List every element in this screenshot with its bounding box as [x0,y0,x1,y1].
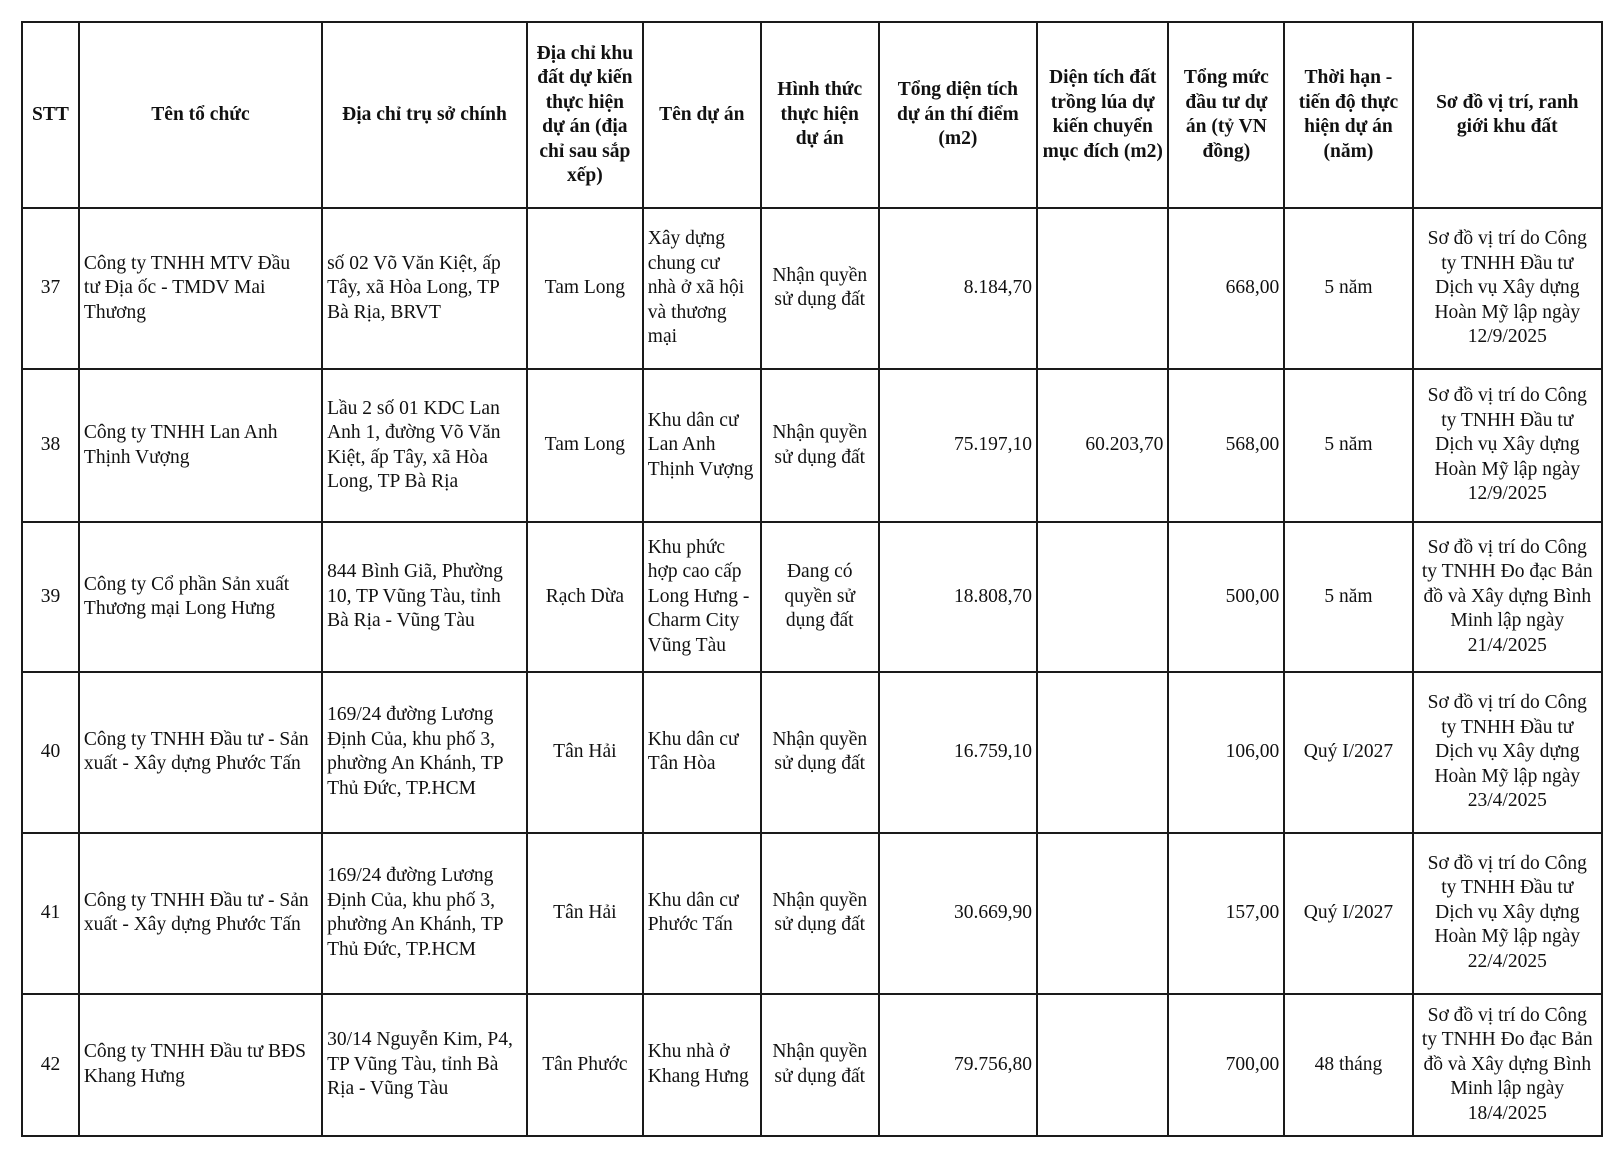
text-line: Khu dân cư [647,409,739,431]
cell-total-area: 18.808,70 [879,522,1037,672]
cell-implementation-form [761,208,879,369]
text-line: 12/9/2025 [1467,483,1547,505]
cell-duration: 48 tháng [1284,994,1412,1136]
text-line: Long, TP Bà Rịa [327,471,459,493]
text-line: mục đích (m2) [1042,140,1163,162]
text-line: Tam Long [544,277,626,299]
text-line: ty TNHH Đo đạc Bản [1421,561,1593,583]
text-line: Tân Hải [553,901,617,923]
cell-total-investment: 668,00 [1168,208,1284,369]
text-line: xếp) [566,165,603,186]
text-line: 30/14 Nguyễn Kim, P4, [327,1029,513,1051]
text-line: thực hiện [780,103,859,125]
cell-land-location [527,369,643,523]
text-line: Bà Rịa - Vũng Tàu [327,610,475,632]
text-line: dự án [795,128,844,150]
text-line: Phước Tấn [647,914,733,936]
cell-duration: Quý I/2027 [1284,672,1412,833]
text-line: Thời hạn - [1304,67,1393,88]
text-line: Lan Anh [647,434,716,456]
cell-stt: 37 [22,208,79,369]
text-line: sử dụng đất [774,289,866,311]
text-line: Sơ đồ vị trí do Công [1427,228,1587,250]
text-line: Nhận quyền [772,422,868,444]
text-line: xuất - Xây dựng Phước Tấn [83,753,301,775]
cell-land-location [527,522,643,672]
text-line: đồ và Xây dựng Bình [1423,585,1592,607]
header-head-office [322,22,527,208]
cell-duration: 5 năm [1284,208,1412,369]
text-line: Hoàn Mỹ lập ngày [1434,926,1581,948]
text-line: Nhận quyền [772,889,868,911]
table-row [22,369,1602,523]
header-project-name [643,22,761,208]
text-line: Rịa - Vũng Tàu [327,1078,449,1100]
text-line: Tây, xã Hòa Long, TP [327,277,500,299]
text-line: Rạch Dừa [545,585,624,607]
text-line: Diện tích đất [1049,67,1157,88]
cell-rice-land-area [1037,522,1168,672]
header-total-investment [1168,22,1284,208]
cell-stt: 41 [22,833,79,994]
table-row [22,208,1602,369]
cell-stt: 40 [22,672,79,833]
cell-total-area: 8.184,70 [879,208,1037,369]
cell-head-office [322,208,527,369]
text-line: Công ty TNHH Đầu tư BĐS [83,1041,306,1063]
text-line: giới khu đất [1456,116,1558,137]
text-line: án (tỷ VN [1185,116,1267,137]
cell-total-investment: 700,00 [1168,994,1284,1136]
text-line: Tam Long [544,434,626,456]
text-line: quyền sử [784,585,856,607]
header-organization [79,22,322,208]
text-line: thực hiện [545,91,625,113]
text-line: 23/4/2025 [1467,790,1547,812]
text-line: Nhận quyền [772,264,868,286]
text-line: Sơ đồ vị trí do Công [1427,692,1587,714]
text-line: và thương [647,301,727,323]
text-line: Dịch vụ Xây dựng [1435,434,1580,456]
text-line: sử dụng đất [774,914,866,936]
text-line: số 02 Võ Văn Kiệt, ấp [327,252,501,274]
text-line: Định Của, khu phố 3, [327,728,495,750]
text-line: 169/24 đường Lương [327,704,494,726]
text-line: 169/24 đường Lương [327,865,494,887]
text-line: ty TNHH Đầu tư [1441,877,1574,899]
header-rice-land-area [1037,22,1168,208]
cell-total-area: 16.759,10 [879,672,1037,833]
text-line: tư Địa ốc - TMDV Mai [83,277,266,299]
text-line: TP Vũng Tàu, tỉnh Bà [327,1053,499,1075]
text-line: dự án (địa [542,116,628,137]
text-line: Anh 1, đường Võ Văn [327,422,501,444]
text-line: Khu phức [647,536,725,558]
text-line: hợp cao cấp [647,561,742,583]
text-line: mại [647,326,678,348]
cell-stt: 39 [22,522,79,672]
cell-rice-land-area [1037,833,1168,994]
text-line: Thủ Đức, TP.HCM [327,938,476,960]
text-line: Khang Hưng [647,1065,749,1087]
cell-site-map [1413,208,1602,369]
text-line: Công ty TNHH MTV Đầu [83,252,291,274]
cell-organization [79,369,322,523]
cell-rice-land-area [1037,208,1168,369]
text-line: sử dụng đất [774,1065,866,1087]
cell-total-area: 75.197,10 [879,369,1037,523]
text-line: Công ty Cổ phần Sản xuất [83,573,290,595]
cell-stt: 42 [22,994,79,1136]
header-site-map [1413,22,1602,208]
cell-project-name [643,672,761,833]
text-line: Thủ Đức, TP.HCM [327,777,476,799]
text-line: đầu tư dự [1185,91,1268,113]
text-line: (m2) [938,128,978,150]
text-line: kiến chuyển [1052,116,1153,137]
text-line: đồ và Xây dựng Bình [1423,1053,1592,1075]
table-row [22,672,1602,833]
text-line: Hoàn Mỹ lập ngày [1434,301,1581,323]
cell-head-office [322,369,527,523]
text-line: Sơ đồ vị trí do Công [1427,536,1587,558]
cell-organization [79,994,322,1136]
cell-implementation-form [761,522,879,672]
text-line: tiến độ thực [1298,91,1399,113]
cell-implementation-form [761,369,879,523]
text-line: Khu nhà ở [647,1041,730,1063]
text-line: chỉ sau sắp [539,140,631,162]
text-line: Dịch vụ Xây dựng [1435,741,1580,763]
text-line: Kiệt, ấp Tây, xã Hòa [327,446,488,468]
text-line: Thịnh Vượng [647,458,754,480]
text-line: Dịch vụ Xây dựng [1435,277,1580,299]
cell-site-map [1413,369,1602,523]
text-line: Tên dự án [659,103,745,125]
text-line: nhà ở xã hội [647,277,745,299]
cell-rice-land-area [1037,994,1168,1136]
header-land-location [527,22,643,208]
text-line: ty TNHH Đầu tư [1441,716,1574,738]
cell-organization [79,672,322,833]
cell-site-map [1413,994,1602,1136]
text-line: Tân Phước [542,1053,628,1075]
text-line: 12/9/2025 [1467,326,1547,348]
text-line: Minh lập ngày [1450,1078,1565,1100]
table-row [22,522,1602,672]
text-line: Tên tổ chức [151,103,250,125]
text-line: Long Hưng - [647,585,750,607]
text-line: chung cư [647,252,720,274]
cell-site-map [1413,522,1602,672]
cell-organization [79,208,322,369]
text-line: 21/4/2025 [1467,634,1547,656]
table-row [22,994,1602,1136]
cell-implementation-form [761,833,879,994]
text-line: xuất - Xây dựng Phước Tấn [83,914,301,936]
text-line: 22/4/2025 [1467,950,1547,972]
cell-land-location [527,994,643,1136]
cell-land-location [527,833,643,994]
header-stt [22,22,79,208]
text-line: Lầu 2 số 01 KDC Lan [327,397,500,419]
cell-total-area: 79.756,80 [879,994,1037,1136]
cell-project-name [643,994,761,1136]
text-line: Tân Hải [553,741,617,763]
text-line: trồng lúa dự [1050,91,1155,113]
table-row [22,833,1602,994]
text-line: Khu dân cư [647,889,739,911]
text-line: Xây dựng [647,228,725,250]
cell-organization [79,833,322,994]
text-line: Sơ đồ vị trí, ranh [1436,91,1579,113]
text-line: Tân Hòa [647,753,716,775]
text-line: Khu dân cư [647,728,739,750]
cell-head-office [322,994,527,1136]
text-line: Thương mại Long Hưng [83,598,276,620]
text-line: Sơ đồ vị trí do Công [1427,1004,1587,1026]
text-line: ty TNHH Đầu tư [1441,409,1574,431]
cell-total-investment: 500,00 [1168,522,1284,672]
text-line: Vũng Tàu [647,634,726,656]
cell-head-office [322,672,527,833]
cell-duration: Quý I/2027 [1284,833,1412,994]
text-line: sử dụng đất [774,753,866,775]
text-line: đất dự kiến [537,67,633,88]
text-line: Thịnh Vượng [83,446,190,468]
text-line: Địa chỉ khu [536,42,634,64]
cell-site-map [1413,833,1602,994]
text-line: Bà Rịa, BRVT [327,301,441,323]
text-line: Hoàn Mỹ lập ngày [1434,765,1581,787]
text-line: phường An Khánh, TP [327,753,504,775]
text-line: Đang có [786,561,853,583]
cell-total-investment: 157,00 [1168,833,1284,994]
text-line: sử dụng đất [774,446,866,468]
text-line: 844 Bình Giã, Phường [327,561,503,583]
project-table [21,21,1603,1137]
text-line: Sơ đồ vị trí do Công [1427,385,1587,407]
text-line: Dịch vụ Xây dựng [1435,901,1580,923]
text-line: Hoàn Mỹ lập ngày [1434,458,1581,480]
text-line: Nhận quyền [772,728,868,750]
cell-duration: 5 năm [1284,369,1412,523]
text-line: 10, TP Vũng Tàu, tỉnh [327,585,501,607]
cell-implementation-form [761,672,879,833]
text-line: Nhận quyền [772,1041,868,1063]
text-line: Minh lập ngày [1450,610,1565,632]
cell-duration: 5 năm [1284,522,1412,672]
text-line: Sơ đồ vị trí do Công [1427,852,1587,874]
text-line: Charm City [647,610,740,632]
text-line: Địa chỉ trụ sở chính [342,103,507,125]
cell-project-name [643,833,761,994]
text-line: Công ty TNHH Đầu tư - Sản [83,728,309,750]
text-line: (năm) [1323,140,1374,162]
text-line: Định Của, khu phố 3, [327,889,495,911]
text-line: ty TNHH Đầu tư [1441,252,1574,274]
cell-total-area: 30.669,90 [879,833,1037,994]
header-total-area [879,22,1037,208]
cell-land-location [527,672,643,833]
cell-project-name [643,522,761,672]
cell-rice-land-area: 60.203,70 [1037,369,1168,523]
cell-project-name [643,208,761,369]
text-line: dự án thí điểm [897,103,1019,125]
cell-total-investment: 568,00 [1168,369,1284,523]
text-line: đồng) [1202,140,1251,162]
text-line: Công ty TNHH Đầu tư - Sản [83,889,309,911]
cell-project-name [643,369,761,523]
cell-total-investment: 106,00 [1168,672,1284,833]
text-line: Tổng mức [1183,67,1269,88]
text-line: dụng đất [785,610,854,632]
text-line: Công ty TNHH Lan Anh [83,422,278,444]
cell-site-map [1413,672,1602,833]
cell-head-office [322,522,527,672]
cell-stt: 38 [22,369,79,523]
cell-land-location [527,208,643,369]
cell-head-office [322,833,527,994]
text-line: Tổng diện tích [897,79,1018,101]
cell-rice-land-area [1037,672,1168,833]
text-line: Khang Hưng [83,1065,185,1087]
header-row [22,22,1602,208]
text-line: phường An Khánh, TP [327,914,504,936]
cell-implementation-form [761,994,879,1136]
text-line: Hình thức [777,79,863,101]
header-duration [1284,22,1412,208]
text-line: STT [32,103,69,125]
header-implementation-form [761,22,879,208]
text-line: hiện dự án [1304,116,1393,137]
cell-organization [79,522,322,672]
text-line: 18/4/2025 [1467,1102,1547,1124]
text-line: Thương [83,301,146,323]
text-line: ty TNHH Đo đạc Bản [1421,1029,1593,1051]
